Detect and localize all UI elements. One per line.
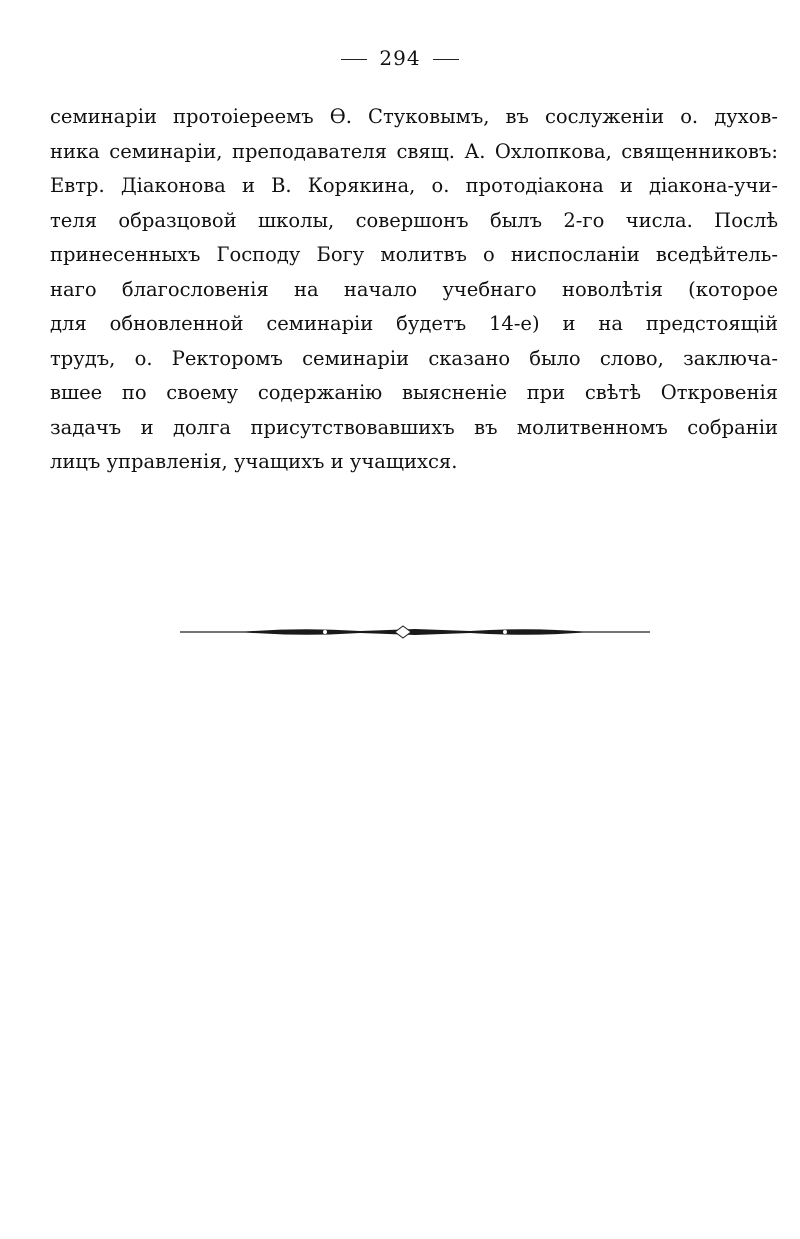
text-line: Евтр. Діаконова и В. Корякина, о. протодіакона и діакона-учи- [50, 174, 778, 197]
left-dash [341, 59, 367, 60]
text-line: ника семинаріи, преподавателя свящ. А. Охлопкова, священниковъ: [50, 139, 778, 163]
text-line: принесенныхъ Господу Богу молитвъ о ниспосланіи вседѣйтель- [50, 243, 778, 266]
ornamental-rule-icon [180, 620, 650, 644]
text-line: вшее по своему содержанію выясненіе при свѣтѣ Откровенія [50, 381, 778, 404]
body-paragraph [50, 100, 778, 480]
text-line: теля образцовой школы, совершонъ былъ 2-го числа. Послѣ [50, 208, 778, 232]
text-line: задачъ и долга присутствовавшихъ въ молитвенномъ собраніи [50, 415, 778, 439]
text-line: для обновленной семинаріи будетъ 14-е) и на предстоящій [50, 312, 778, 335]
text-line: семинаріи протоіереемъ Ѳ. Стуковымъ, въ сослуженіи о. духов- [50, 105, 778, 128]
page-number [0, 46, 800, 70]
text-line: лицъ управленія, учащихъ и учащихся. [50, 450, 458, 473]
page-number-text: 294 [379, 46, 421, 70]
text-line: наго благословенія на начало учебнаго новолѣтія (которое [50, 277, 778, 301]
text-line: трудъ, о. Ректоромъ семинаріи сказано было слово, заключа- [50, 346, 778, 370]
right-dash [433, 59, 459, 60]
